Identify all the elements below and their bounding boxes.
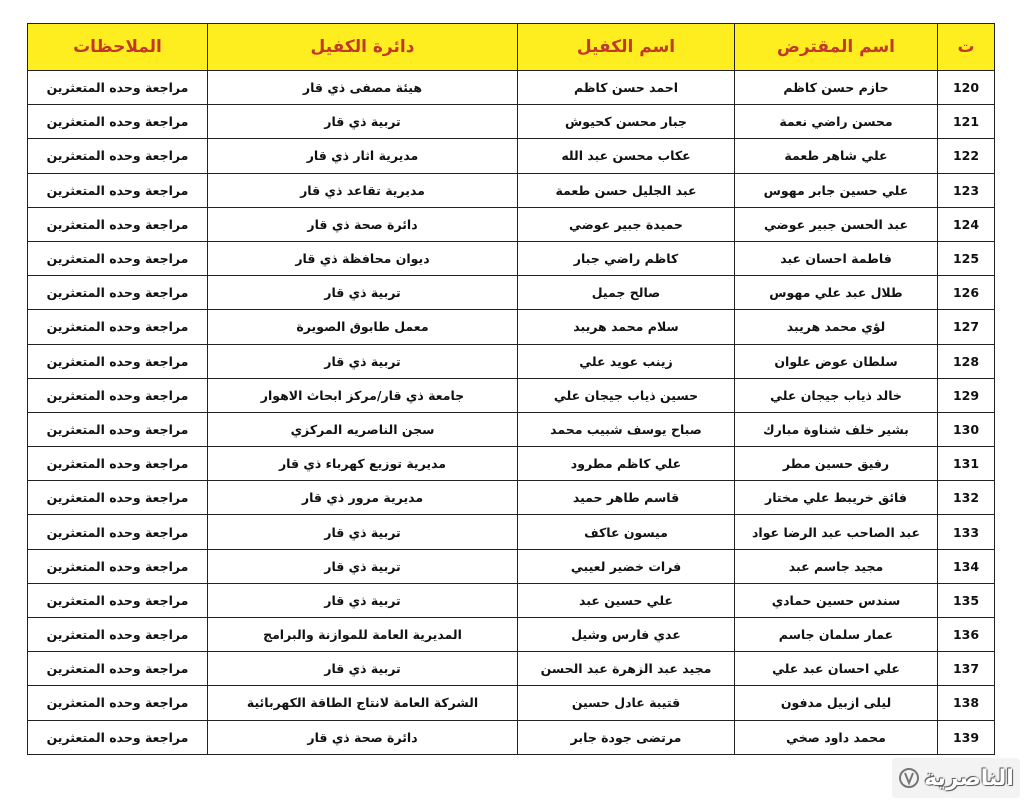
cell-num: 123: [938, 173, 995, 207]
cell-guarantor: حميدة جبير عوضي: [518, 207, 735, 241]
cell-department: مديرية تقاعد ذي قار: [208, 173, 518, 207]
cell-notes: مراجعة وحده المتعثرين: [28, 515, 208, 549]
cell-num: 121: [938, 105, 995, 139]
cell-borrower: سندس حسين حمادي: [735, 583, 938, 617]
cell-borrower: فائق خريبط علي مختار: [735, 481, 938, 515]
cell-guarantor: مجيد عبد الزهرة عبد الحسن: [518, 652, 735, 686]
header-notes: الملاحظات: [28, 24, 208, 71]
cell-notes: مراجعة وحده المتعثرين: [28, 720, 208, 754]
cell-department: ديوان محافظة ذي قار: [208, 241, 518, 275]
cell-notes: مراجعة وحده المتعثرين: [28, 618, 208, 652]
table-row: [28, 139, 995, 173]
cell-guarantor: صالح جميل: [518, 276, 735, 310]
cell-department: مديرية توزيع كهرباء ذي قار: [208, 447, 518, 481]
table-row: [28, 71, 995, 105]
cell-borrower: طلال عبد علي مهوس: [735, 276, 938, 310]
table-row: [28, 105, 995, 139]
cell-num: 139: [938, 720, 995, 754]
cell-notes: مراجعة وحده المتعثرين: [28, 71, 208, 105]
cell-borrower: سلطان عوض علوان: [735, 344, 938, 378]
cell-num: 132: [938, 481, 995, 515]
table-row: [28, 686, 995, 720]
cell-guarantor: حسين ذياب جيجان علي: [518, 378, 735, 412]
cell-department: تربية ذي قار: [208, 583, 518, 617]
cell-borrower: علي احسان عبد علي: [735, 652, 938, 686]
cell-borrower: عبد الحسن جبير عوضي: [735, 207, 938, 241]
cell-notes: مراجعة وحده المتعثرين: [28, 583, 208, 617]
cell-borrower: ليلى ازبيل مدفون: [735, 686, 938, 720]
cell-guarantor: جبار محسن كحيوش: [518, 105, 735, 139]
header-num: ت: [938, 24, 995, 71]
cell-department: المديرية العامة للموازنة والبرامج: [208, 618, 518, 652]
cell-notes: مراجعة وحده المتعثرين: [28, 310, 208, 344]
cell-borrower: محمد داود صخي: [735, 720, 938, 754]
cell-notes: مراجعة وحده المتعثرين: [28, 241, 208, 275]
cell-department: تربية ذي قار: [208, 344, 518, 378]
cell-notes: مراجعة وحده المتعثرين: [28, 549, 208, 583]
cell-borrower: لؤي محمد هريبد: [735, 310, 938, 344]
cell-borrower: رفيق حسين مطر: [735, 447, 938, 481]
cell-guarantor: كاظم راضي جبار: [518, 241, 735, 275]
cell-num: 128: [938, 344, 995, 378]
cell-department: تربية ذي قار: [208, 276, 518, 310]
table-row: [28, 515, 995, 549]
cell-notes: مراجعة وحده المتعثرين: [28, 344, 208, 378]
cell-department: دائرة صحة ذي قار: [208, 720, 518, 754]
cell-borrower: بشير خلف شناوة مبارك: [735, 412, 938, 446]
cell-num: 137: [938, 652, 995, 686]
table-row: [28, 481, 995, 515]
table-row: [28, 618, 995, 652]
table-row: [28, 412, 995, 446]
cell-num: 129: [938, 378, 995, 412]
cell-borrower: مجيد جاسم عبد: [735, 549, 938, 583]
cell-department: جامعة ذي قار/مركز ابحاث الاهوار: [208, 378, 518, 412]
cell-department: تربية ذي قار: [208, 652, 518, 686]
cell-borrower: خالد ذياب جيجان علي: [735, 378, 938, 412]
cell-notes: مراجعة وحده المتعثرين: [28, 378, 208, 412]
cell-department: معمل طابوق الصويرة: [208, 310, 518, 344]
cell-department: مديرية اثار ذي قار: [208, 139, 518, 173]
cell-department: مديرية مرور ذي قار: [208, 481, 518, 515]
table-row: [28, 276, 995, 310]
cell-notes: مراجعة وحده المتعثرين: [28, 173, 208, 207]
table-row: [28, 173, 995, 207]
cell-num: 127: [938, 310, 995, 344]
cell-num: 126: [938, 276, 995, 310]
cell-guarantor: صباح يوسف شبيب محمد: [518, 412, 735, 446]
table-row: [28, 344, 995, 378]
cell-num: 135: [938, 583, 995, 617]
cell-department: تربية ذي قار: [208, 549, 518, 583]
cell-notes: مراجعة وحده المتعثرين: [28, 412, 208, 446]
cell-guarantor: سلام محمد هريبد: [518, 310, 735, 344]
cell-num: 138: [938, 686, 995, 720]
cell-guarantor: مرتضى جودة جابر: [518, 720, 735, 754]
table-row: [28, 447, 995, 481]
cell-guarantor: عدي فارس وشيل: [518, 618, 735, 652]
header-borrower: اسم المقترض: [735, 24, 938, 71]
table-row: [28, 310, 995, 344]
cell-borrower: حازم حسن كاظم: [735, 71, 938, 105]
cell-borrower: علي حسين جابر مهوس: [735, 173, 938, 207]
cell-notes: مراجعة وحده المتعثرين: [28, 652, 208, 686]
cell-guarantor: عبد الجليل حسن طعمة: [518, 173, 735, 207]
cell-borrower: عبد الصاحب عبد الرضا عواد: [735, 515, 938, 549]
cell-borrower: فاطمة احسان عبد: [735, 241, 938, 275]
table-row: [28, 241, 995, 275]
cell-guarantor: زينب عويد علي: [518, 344, 735, 378]
cell-department: الشركة العامة لانتاج الطاقة الكهربائية: [208, 686, 518, 720]
cell-num: 134: [938, 549, 995, 583]
cell-num: 120: [938, 71, 995, 105]
cell-guarantor: قاسم طاهر حميد: [518, 481, 735, 515]
cell-num: 133: [938, 515, 995, 549]
cell-guarantor: علي كاظم مطرود: [518, 447, 735, 481]
cell-department: تربية ذي قار: [208, 515, 518, 549]
cell-notes: مراجعة وحده المتعثرين: [28, 481, 208, 515]
cell-notes: مراجعة وحده المتعثرين: [28, 686, 208, 720]
cell-department: دائرة صحة ذي قار: [208, 207, 518, 241]
cell-department: تربية ذي قار: [208, 105, 518, 139]
table-row: [28, 549, 995, 583]
cell-guarantor: قتيبة عادل حسين: [518, 686, 735, 720]
cell-notes: مراجعة وحده المتعثرين: [28, 139, 208, 173]
crescent-logo-icon: [898, 767, 920, 789]
table-row: [28, 207, 995, 241]
cell-num: 130: [938, 412, 995, 446]
cell-num: 136: [938, 618, 995, 652]
table-row: [28, 652, 995, 686]
cell-num: 122: [938, 139, 995, 173]
cell-borrower: محسن راضي نعمة: [735, 105, 938, 139]
cell-guarantor: ميسون عاكف: [518, 515, 735, 549]
cell-notes: مراجعة وحده المتعثرين: [28, 105, 208, 139]
table-body: [28, 71, 995, 755]
cell-department: هيئة مصفى ذي قار: [208, 71, 518, 105]
table-header-row: [28, 24, 995, 71]
table-row: [28, 378, 995, 412]
cell-guarantor: احمد حسن كاظم: [518, 71, 735, 105]
cell-notes: مراجعة وحده المتعثرين: [28, 276, 208, 310]
cell-num: 131: [938, 447, 995, 481]
cell-num: 124: [938, 207, 995, 241]
cell-guarantor: عكاب محسن عبد الله: [518, 139, 735, 173]
table-row: [28, 720, 995, 754]
borrowers-table: [27, 23, 995, 755]
cell-notes: مراجعة وحده المتعثرين: [28, 447, 208, 481]
header-guarantor: اسم الكفيل: [518, 24, 735, 71]
cell-notes: مراجعة وحده المتعثرين: [28, 207, 208, 241]
cell-guarantor: علي حسين عبد: [518, 583, 735, 617]
cell-guarantor: فرات خضير لعيبي: [518, 549, 735, 583]
header-department: دائرة الكفيل: [208, 24, 518, 71]
cell-department: سجن الناصريه المركزي: [208, 412, 518, 446]
watermark-text: الناصرية: [924, 765, 1014, 791]
cell-num: 125: [938, 241, 995, 275]
site-watermark: [892, 758, 1020, 798]
table-row: [28, 583, 995, 617]
cell-borrower: علي شاهر طعمة: [735, 139, 938, 173]
cell-borrower: عمار سلمان جاسم: [735, 618, 938, 652]
